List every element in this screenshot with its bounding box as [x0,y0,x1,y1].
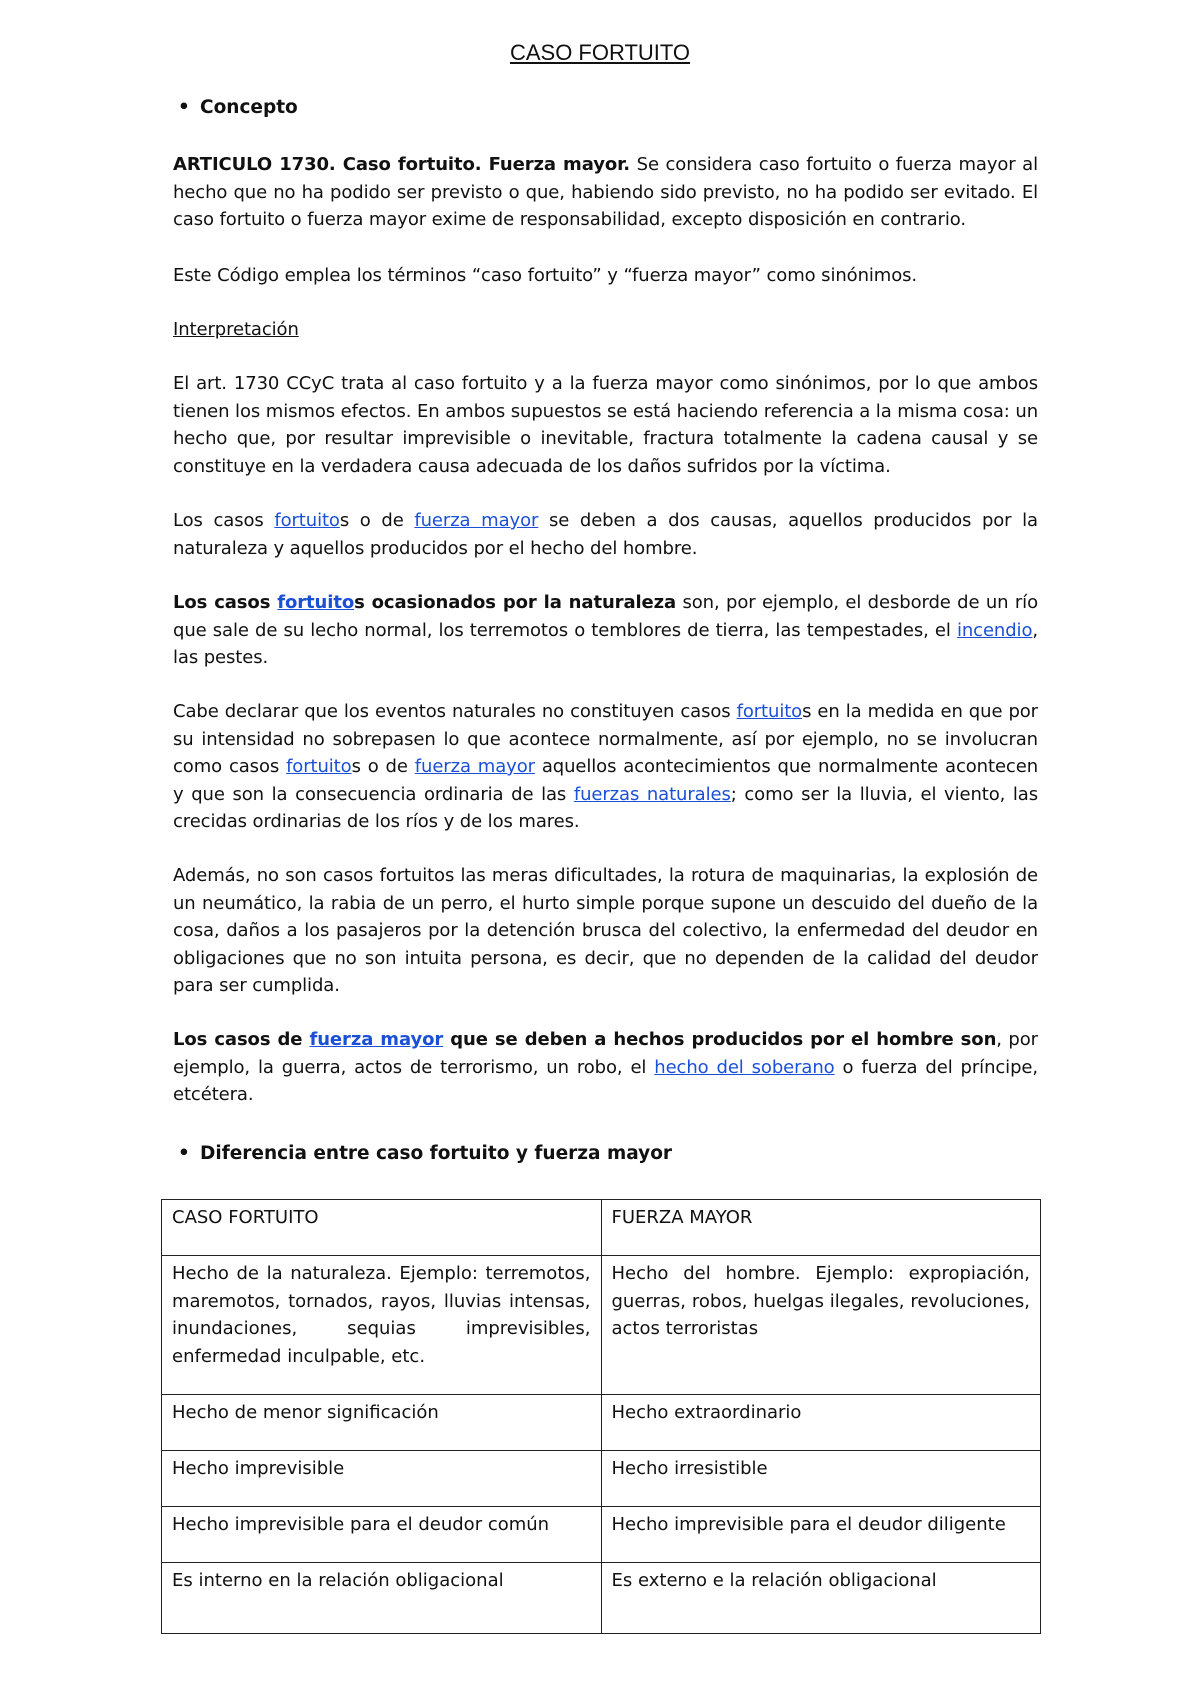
paragraph-ademas: Además, no son casos fortuitos las meras dificultades, la rotura de maquinarias, la explosión de un neumático, la rabia de un perro, el hurto simple porque supone un descuido del dueño de la cosa, daños a los pasajeros por la detención brusca del colectivo, la enfermedad del deudor en obligaciones que no son intuita persona, es decir, que no dependen de la calidad del deudor para ser cumplida. [173,865,1038,996]
comparison-table [161,1199,1041,1634]
table-cell: Hecho extraordinario [601,1395,1041,1451]
section-heading: Concepto [200,97,298,118]
section-diferencia [178,1143,673,1164]
table-cell: Es interno en la relación obligacional [162,1563,602,1634]
paragraph-causas [173,507,1038,562]
link-fortuito[interactable]: fortuito [286,756,352,777]
table-cell: Hecho irresistible [601,1451,1041,1507]
table-header-caso-fortuito: CASO FORTUITO [162,1200,602,1256]
bold-span: que se deben a hechos producidos por el hombre son [443,1029,997,1050]
section-concepto [178,97,298,118]
section-heading: Diferencia entre caso fortuito y fuerza mayor [200,1143,673,1164]
paragraph-interpretacion: El art. 1730 CCyC trata al caso fortuito y a la fuerza mayor como sinónimos, por lo que ambos tienen los mismos efectos. En ambos supuestos se está haciendo referencia a la misma cosa: un hecho que, por resultar imprevisible o inevitable, fractura totalmente la cadena causal y se constituye en la verdadera causa adecuada de los daños sufridos por la víctima. [173,373,1038,477]
article-heading: ARTICULO 1730. Caso fortuito. Fuerza mayor. [173,154,631,175]
link-incendio[interactable]: incendio [956,619,1033,641]
link-fuerza-mayor[interactable]: fuerza mayor [414,510,539,531]
link-fuerza-mayor[interactable]: fuerza mayor [414,756,535,777]
bullet-icon: • [178,1143,190,1164]
text-span: s en la medida en que por su intensidad no sobrepasen lo que acontece normalmente, así por ejemplo, no se involucran como casos [173,701,1038,777]
text-span: , por ejemplo, la guerra, actos de terrorismo, un robo, el [173,1029,1038,1078]
link-fuerza-mayor[interactable]: fuerza mayor [309,1029,444,1050]
table-header-fuerza-mayor: FUERZA MAYOR [601,1200,1041,1256]
text-span: aquellos acontecimientos que normalmente acontecen y que son la consecuencia ordinaria de las [173,756,1039,805]
paragraph-sinonimos: Este Código emplea los términos “caso fortuito” y “fuerza mayor” como sinónimos. [173,265,918,286]
table-row [162,1395,1041,1451]
text-span: son, por ejemplo, el desborde de un río que sale de su lecho normal, los terremotos o temblores de tierra, las tempestades, el [173,592,1038,641]
paragraph-articulo [173,151,1038,234]
article-text: Se considera caso fortuito o fuerza mayor al hecho que no ha podido ser previsto o que, habiendo sido previsto, no ha podido ser evitado. El caso fortuito o fuerza mayor exime de responsabilidad, excepto disposición en contrario. [173,154,1038,230]
paragraph-hombre [173,1026,1038,1109]
link-fortuito[interactable]: fortuito [277,592,355,613]
text-span: Los casos [173,510,275,531]
link-fortuito[interactable]: fortuito [736,701,803,722]
text-span: Cabe declarar que los eventos naturales no constituyen casos [173,701,737,722]
interpretacion-heading: Interpretación [173,319,299,340]
table-row [162,1256,1041,1395]
table-cell: Hecho imprevisible para el deudor diligente [601,1507,1041,1563]
table-row [162,1563,1041,1634]
text-span: ; como ser la lluvia, el viento, las crecidas ordinarias de los ríos y de los mares. [173,783,1039,832]
table-cell: Es externo e la relación obligacional [601,1563,1041,1634]
link-fortuito[interactable]: fortuito [274,510,340,531]
paragraph-naturaleza [173,589,1038,672]
bold-span: s ocasionados por la naturaleza [354,592,677,613]
table-cell: Hecho imprevisible para el deudor común [162,1507,602,1563]
link-fuerzas-naturales[interactable]: fuerzas naturales [573,783,731,805]
bold-span: Los casos de [173,1029,310,1050]
paragraph-eventos [173,698,1038,836]
table-cell: Hecho del hombre. Ejemplo: expropiación, guerras, robos, huelgas ilegales, revoluciones, actos terroristas [601,1256,1041,1395]
text-span: se deben a dos causas, aquellos producidos por la naturaleza y aquellos producidos por el hecho del hombre. [173,510,1038,559]
text-span: o fuerza del príncipe, etcétera. [173,1056,1039,1105]
bold-span: Los casos [173,592,278,613]
table-cell: Hecho imprevisible [162,1451,602,1507]
link-hecho-del-soberano[interactable]: hecho del soberano [654,1056,835,1078]
text-span: s o de [351,756,415,777]
table-row [162,1451,1041,1507]
text-span: , las pestes. [173,619,1038,668]
text-span: s o de [339,510,415,531]
bullet-icon: • [178,97,190,118]
table-row [162,1507,1041,1563]
table-cell: Hecho de menor significación [162,1395,602,1451]
page-title: CASO FORTUITO [509,40,691,65]
table-header-row [162,1200,1041,1256]
table-cell: Hecho de la naturaleza. Ejemplo: terremotos, maremotos, tornados, rayos, lluvias intensas, inundaciones, sequias imprevisibles, enfermedad inculpable, etc. [162,1256,602,1395]
